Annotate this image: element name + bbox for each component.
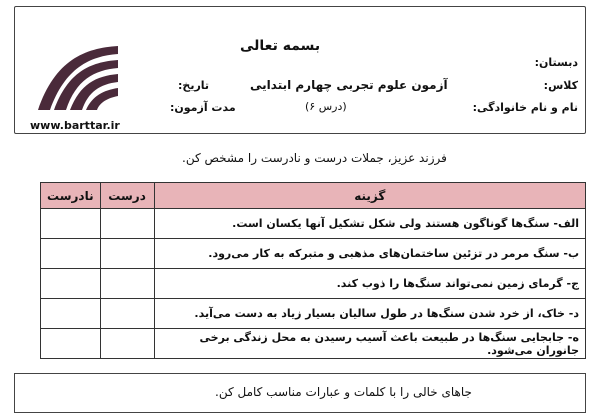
- table-header-row: [41, 183, 586, 209]
- false-answer-cell[interactable]: [41, 209, 101, 239]
- true-answer-cell[interactable]: [100, 269, 154, 299]
- true-false-table: [40, 182, 586, 359]
- true-answer-cell[interactable]: [100, 239, 154, 269]
- duration-label: مدت آزمون:: [170, 101, 236, 114]
- student-name-label: نام و نام خانوادگی:: [472, 101, 578, 114]
- date-label: تاریخ:: [178, 79, 210, 92]
- false-column-header: نادرست: [41, 183, 101, 209]
- statement-cell: الف- سنگ‌ها گوناگون هستند ولی شکل تشکیل آنها یکسان است.: [154, 209, 585, 239]
- table-row: [41, 329, 586, 359]
- true-column-header: درست: [100, 183, 154, 209]
- false-answer-cell[interactable]: [41, 269, 101, 299]
- option-column-header: گزینه: [154, 183, 585, 209]
- bismillah: بسمه تعالی: [240, 38, 321, 54]
- false-answer-cell[interactable]: [41, 329, 101, 359]
- class-label: کلاس:: [543, 79, 578, 92]
- table-row: [41, 299, 586, 329]
- table-row: [41, 269, 586, 299]
- instruction-text: فرزند عزیز، جملات درست و نادرست را مشخص کن.: [182, 151, 447, 165]
- lesson-number: (درس ۶): [305, 100, 347, 113]
- statement-cell: ه- جابجایی سنگ‌ها در طبیعت باعث آسیب رسیدن به محل زندگی برخی جانوران می‌شود.: [154, 329, 585, 359]
- logo-url: www.barttar.ir: [30, 119, 120, 132]
- table-row: [41, 239, 586, 269]
- barttar-logo-icon: [30, 40, 120, 116]
- table-row: [41, 209, 586, 239]
- school-label: دبستان:: [534, 56, 578, 69]
- exam-title: آزمون علوم تجربی چهارم ابتدایی: [250, 78, 448, 92]
- statement-cell: ب- سنگ مرمر در تزئین ساختمان‌های مذهبی و متبرکه به کار می‌رود.: [154, 239, 585, 269]
- true-answer-cell[interactable]: [100, 299, 154, 329]
- false-answer-cell[interactable]: [41, 299, 101, 329]
- true-answer-cell[interactable]: [100, 209, 154, 239]
- true-answer-cell[interactable]: [100, 329, 154, 359]
- fill-blank-instruction: جاهای خالی را با کلمات و عبارات مناسب کامل کن.: [215, 385, 472, 399]
- false-answer-cell[interactable]: [41, 239, 101, 269]
- statement-cell: ج- گرمای زمین نمی‌تواند سنگ‌ها را ذوب کند.: [154, 269, 585, 299]
- statement-cell: د- خاک، از خرد شدن سنگ‌ها در طول سالیان بسیار زیاد به دست می‌آید.: [154, 299, 585, 329]
